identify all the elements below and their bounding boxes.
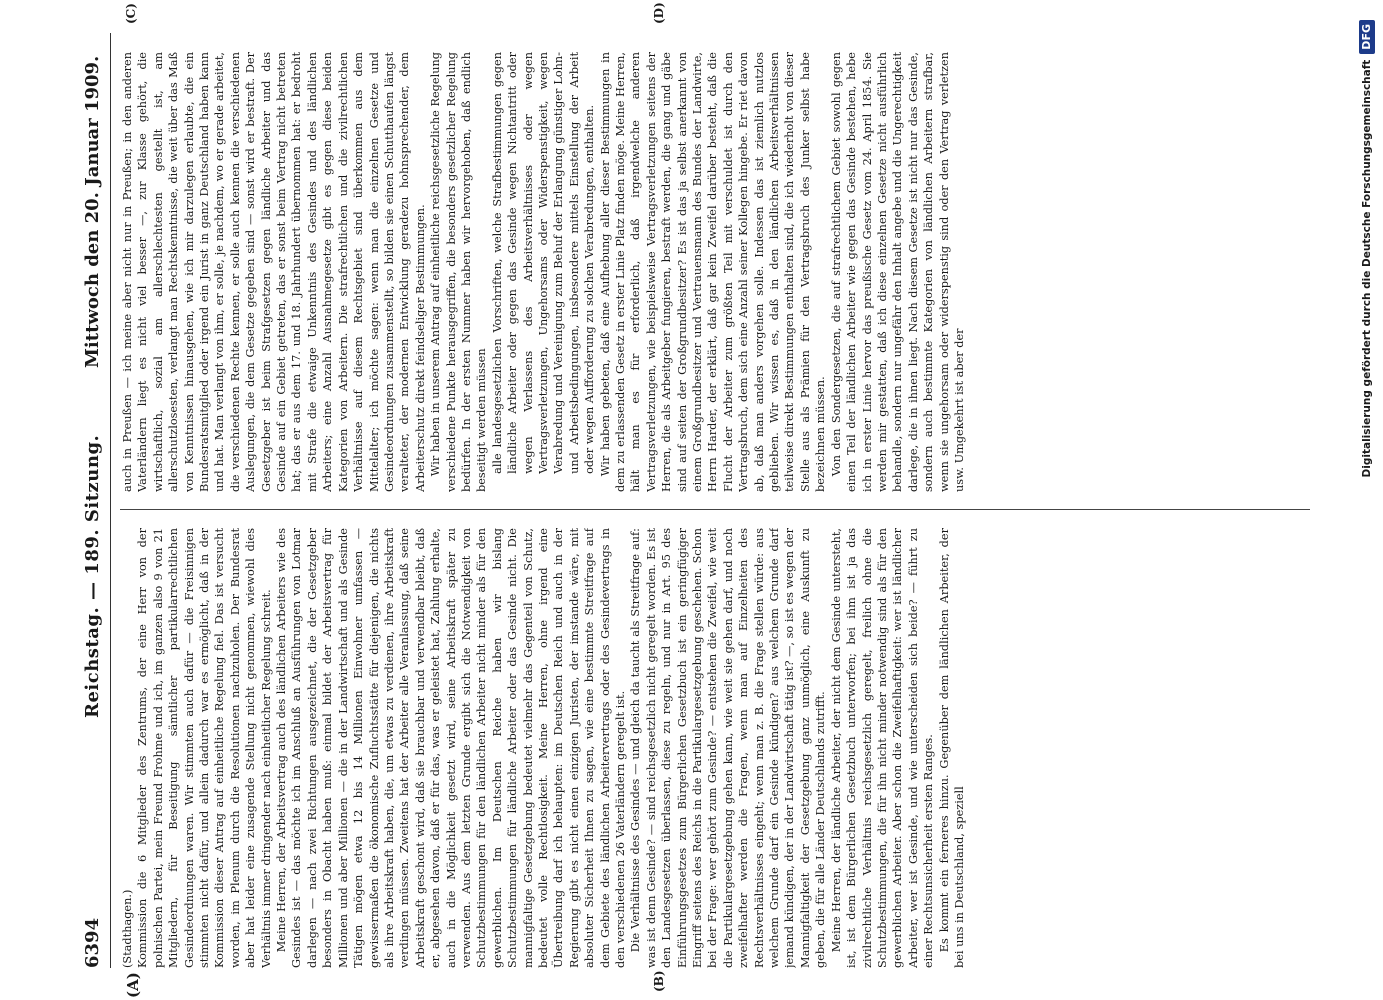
quoted-motion: alle landesgesetzlichen Vorschriften, welche Strafbestimmungen gegen ländliche Arbeiter oder gegen das Gesinde wegen Nichtantritt oder wegen Verlassens des Arbeitsverhältnisses oder wegen Vertragsverletzungen, Ungehorsams oder Widerspenstigkeit, wegen Verabredung und Vereinigung zum Behuf der Erlangung günstiger Lohn- und Arbeitsbedingungen, insbesondere mittels Einstellung der Arbeit oder wegen Aufforderung zu solchen Verabredungen, enthalten. (490, 52, 597, 474)
digitization-credit: Digitalisierung gefördert durch die Deutsche Forschungsgemeinschaft (1361, 59, 1373, 478)
page-number: 6394 (82, 917, 103, 968)
margin-marker-d: (D) (652, 2, 666, 24)
paragraph: Von den Sondergesetzen, die auf strafrechtlichem Gebiet sowohl gegen einen Teil der ländlichen Arbeiter wie gegen das Gesinde bestehen, hebe ich in erster Linie hervor das preußische Gesetz vom 24. April 1854. Sie werden mir gestatten, daß ich diese einzelnen Gesetze nicht ausführlich behandle, sondern nur ungefähr den Inhalt angebe und die Ungerechtigkeit darlege, die in ihnen liegt. Nach diesem Gesetze ist nicht nur das Gesinde, sondern auch bestimmte Kategorien von ländlichen Arbeitern strafbar, wenn sie ungehorsam oder widerspenstig sind oder den Vertrag verletzen usw. Umgekehrt ist aber der (829, 52, 966, 492)
session-date: Mittwoch den 20. Januar 1909. (82, 55, 103, 368)
paragraph: Wir haben gebeten, daß eine Aufhebung aller dieser Bestimmungen in dem zu erlassenden Gesetz in erster Linie Platz finden möge. Meine Herren, hält man es für erforderlich, daß irgendwelche anderen Vertragsverletzungen, wie beispielsweise Vertragsverletzungen seitens der Herren, die als Arbeitgeber fungieren, bestraft werden, die gang und gäbe sind auf seiten der Großgrundbesitzer? Es ist das ja selbst anerkannt von einem Großgrundbesitzer und Vertrauensmann des Bundes der Landwirte, Herrn Harder, der erklärt, daß gar kein Zweifel darüber besteht, daß die Flucht der Arbeiter zum größten Teil mit verschuldet ist durch den Vertragsbruch, dem sich eine Anzahl seiner Kollegen hingebe. Er riet davon ab, daß man anders vorgehen solle. Indessen das ist ziemlich nutzlos geblieben. Wir wissen es, daß in den ländlichen Arbeitsverhältnissen teilweise direkt Bestimmungen enthalten sind, die ich wiederholt von dieser Stelle aus als Prämien für den Vertragsbruch des Junker selbst habe bezeichnen müssen. (598, 52, 828, 492)
header-rule (110, 33, 111, 968)
paragraph: Die Verhältnisse des Gesindes — und gleich da taucht als Streitfrage auf: was ist denn Gesinde? — sind reichsgesetzlich nicht geregelt worden. Es ist den Landesgesetzen überlassen, diese zu regeln, und nur in Art. 95 des Einführungsgesetzes zum Bürgerlichen Gesetzbuch ist ein geringfügiger Eingriff seitens des Reichs in die Partikulargesetzgebung geschehen. Schon bei der Frage: wer gehört zum Gesinde? — entstehen die Zweifel, wie weit die Partikulargesetzgebung gehen kann, wie weit sie gehen darf, und noch zweifelhafter werden die Fragen, wenn man auf Einzelheiten des Rechtsverhältnisses eingeht; wenn man z. B. die Frage stellen würde: aus welchem Grunde darf ein Gesinde kündigen? aus welchem Grunde darf jemand kündigen, der in der Landwirtschaft tätig ist? —, so ist es wegen der Mannigfaltigkeit der Gesetzgebung ganz unmöglich, eine Auskunft zu geben, die für alle Länder Deutschlands zutrifft. (629, 528, 828, 968)
margin-marker-a: (A) (124, 972, 142, 998)
speaker-name: (Stadthagen.) (121, 889, 134, 968)
margin-marker-b: (B) (652, 970, 666, 992)
dfg-logo: DFG (1359, 20, 1375, 54)
running-head: Reichstag. — 189. Sitzung. (82, 434, 103, 718)
right-column (120, 52, 1315, 492)
page-header (80, 33, 106, 968)
rotated-page (80, 2, 1320, 998)
margin-marker-c: (C) (124, 3, 138, 24)
left-column (120, 528, 1315, 968)
digitization-sidebar (1352, 12, 1382, 988)
paragraph: Wir haben in unserem Antrag auf einheitliche reichsgesetzliche Regelung verschiedene Punkte herausgegriffen, die besonders gesetzlicher Regelung bedürfen. In der ersten Nummer haben wir hervorgehoben, daß endlich beseitigt werden müssen (429, 52, 489, 492)
paragraph: auch in Preußen — ich meine aber nicht nur in Preußen; in den anderen Vaterländern liegt es nicht viel besser —, zur Klasse gehört, die wirtschaftlich, sozial am allerschlechtesten gestellt ist, am allerschutzlosesten, verlangt man Rechtskenntnisse, die weit über das Maß von Kenntnissen hinausgehen, wie ich mir darzulegen erlaubte, die ein Bundesratsmitglied oder irgend ein Jurist in ganz Deutschland haben kann und hat. Man verlangt von ihm, er solle, je nachdem, wo er gerade arbeitet, die verschiedenen Rechte kennen, er solle auch kennen die verschiedenen Auslegungen, die dem Gesetze gegeben sind — sonst wird er bestraft. Der Gesetzgeber ist beim Strafgesetzen gegen ländliche Arbeiter und das Gesinde auf ein Gebiet getreten, das er sonst beim Vertrag nicht betreten hat; das er aus dem 17. und 18. Jahrhundert übernommen hat: er bedroht mit Strafe die etwaige Unkenntnis des Gesindes und des ländlichen Arbeiters; eine Anzahl Ausnahmegesetze gibt es gegen diese beiden Kategorien von Arbeitern. Die strafrechtlichen und die zivilrechtlichen Verhältnisse auf diesem Rechtsgebiet sind überkommen aus dem Mittelalter; ich möchte sagen: wenn man die einzelnen Gesetze und Gesindeordnungen zusammenstellt, so bilden sie einen Schutthaufen längst veralteter, der modernen Entwicklung geradezu hohnsprechender, dem Arbeiterschutz direkt feindseliger Bestimmungen. (121, 52, 427, 492)
paragraph: Kommission die 6 Mitglieder des Zentrums, der eine Herr von der polnischen Partei, mein Freund Frohme und ich, im ganzen also 9 von 21 Mitgliedern, für Beseitigung sämtlicher partikularrechtlichen Gesindeordnungen waren. Wir stimmten auch dafür — die Freisinnigen stimmten nicht dafür, und allein dadurch war es ermöglicht, daß in der Kommission dieser Antrag auf einheitliche Regelung fiel. Das ist versucht worden, im Plenum durch die Resolutionen nachzuholen. Der Bundesrat aber hat leider eine zusagende Stellung nicht genommen, wiewohl dies Verhältnis immer dringender nach einheitlicher Regelung schreit. (136, 528, 273, 968)
paragraph: Meine Herren, der Arbeitsvertrag auch des ländlichen Arbeiters wie des Gesindes ist — das möchte ich im Anschluß an Ausführungen von Lotmar darlegen — nach zwei Richtungen ausgezeichnet, die der Gesetzgeber besonders in Obacht haben muß: einmal bildet der Arbeitsvertrag für Millionen und aber Millionen — die in der Landwirtschaft und als Gesinde Tätigen mögen etwa 12 bis 14 Millionen Einwohner umfassen — gewissermaßen die ökonomische Zufluchtsstätte für diejenigen, die nichts als ihre Arbeitskraft haben, die, um etwas zu verdienen, ihre Arbeitskraft verdingen müssen. Zweitens hat der Arbeiter alle Veranlassung, daß seine Arbeitskraft geschont wird, daß sie brauchbar und verwendbar bleibt, daß er, abgesehen davon, daß er für das, was er geleistet hat, Zahlung erhalte, auch in die Möglichkeit gesetzt wird, seine Arbeitskraft später zu verwenden. Aus dem letzten Grunde ergibt sich die Notwendigkeit von Schutzbestimmungen für den ländlichen Arbeiter nicht minder als für den gewerblichen. Im Deutschen Reiche haben wir bislang Schutzbestimmungen für ländliche Arbeiter oder das Gesinde nicht. Die mannigfaltige Gesetzgebung bedeutet vielmehr das Gegenteil von Schutz, bedeutet volle Rechtlosigkeit. Meine Herren, ohne irgend eine Übertreibung darf ich behaupten: im Deutschen Reich und auch in der Regierung gibt es nicht einen einzigen Juristen, der imstande wäre, mit absoluter Sicherheit Ihnen zu sagen, wie eine bestimmte Streitfrage auf dem Gebiete des ländlichen Arbeitervertrags oder des Gesindevertrags in den verschiedenen 26 Vaterländern geregelt ist. (275, 528, 627, 968)
paragraph: Es kommt ein ferneres hinzu. Gegenüber dem ländlichen Arbeiter, der bei uns in Deutschland, speziell (937, 528, 966, 968)
paragraph: Meine Herren, der ländliche Arbeiter, der nicht dem Gesinde untersteht, ist, ist dem Bürgerlichen Gesetzbuch unterworfen; bei ihm ist ja das zivilrechtliche Verhältnis reichsgesetzlich geregelt, freilich ohne die Schutzbestimmungen, die für ihn nicht minder notwendig sind als für den gewerblichen Arbeiter. Aber schon die Zweifelhaftigkeit: wer ist ländlicher Arbeiter, wer ist Gesinde, und wie unterscheiden sich beide? — führt zu einer Rechtsunsicherheit ersten Ranges. (829, 528, 936, 968)
column-divider (120, 509, 1310, 510)
